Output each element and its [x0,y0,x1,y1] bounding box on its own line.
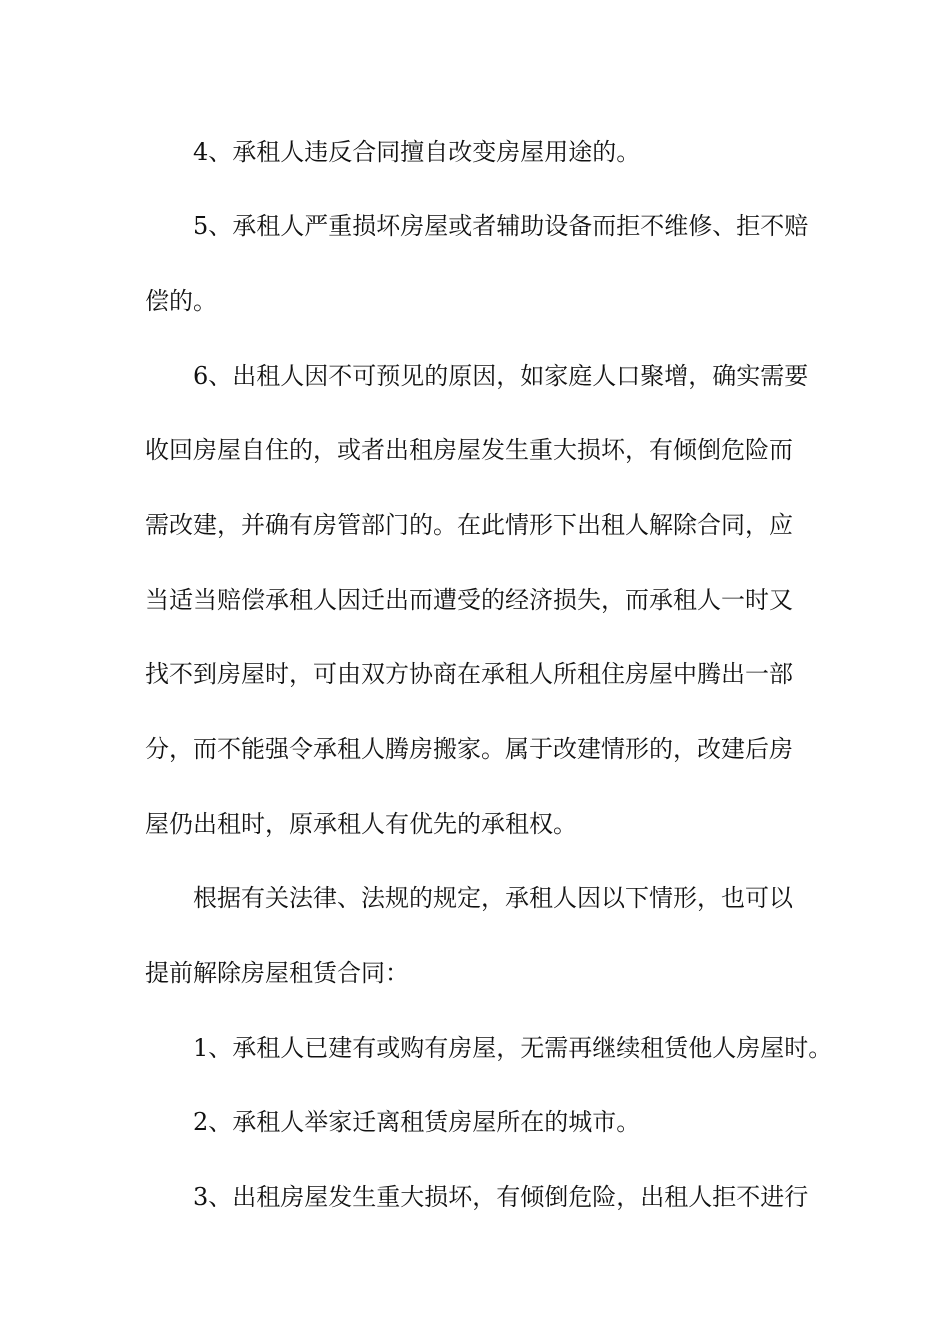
paragraph-6-line-5: 找不到房屋时，可由双方协商在承租人所租住房屋中腾出一部 [145,660,793,688]
paragraph-5-line-2: 偿的。 [145,287,217,315]
paragraph-6-line-3: 需改建，并确有房管部门的。在此情形下出租人解除合同，应 [145,511,793,539]
paragraph-tenant-termination-line-1: 根据有关法律、法规的规定，承租人因以下情形，也可以 [193,884,793,912]
tenant-reason-3-line-1: 3、出租房屋发生重大损坏，有倾倒危险，出租人拒不进行 [193,1183,809,1211]
paragraph-6-line-6: 分，而不能强令承租人腾房搬家。属于改建情形的，改建后房 [145,735,793,763]
paragraph-tenant-termination-line-2: 提前解除房屋租赁合同： [145,959,409,987]
tenant-reason-2: 2、承租人举家迁离租赁房屋所在的城市。 [193,1108,641,1136]
paragraph-6-line-1: 6、出租人因不可预见的原因，如家庭人口聚增，确实需要 [193,362,809,390]
paragraph-4-line-1: 4、承租人违反合同擅自改变房屋用途的。 [193,138,641,166]
tenant-reason-1: 1、承租人已建有或购有房屋，无需再继续租赁他人房屋时。 [193,1034,833,1062]
paragraph-6-line-2: 收回房屋自住的，或者出租房屋发生重大损坏，有倾倒危险而 [145,436,793,464]
paragraph-5-line-1: 5、承租人严重损坏房屋或者辅助设备而拒不维修、拒不赔 [193,212,809,240]
paragraph-6-line-4: 当适当赔偿承租人因迁出而遭受的经济损失，而承租人一时又 [145,586,793,614]
paragraph-6-line-7: 屋仍出租时，原承租人有优先的承租权。 [145,810,577,838]
